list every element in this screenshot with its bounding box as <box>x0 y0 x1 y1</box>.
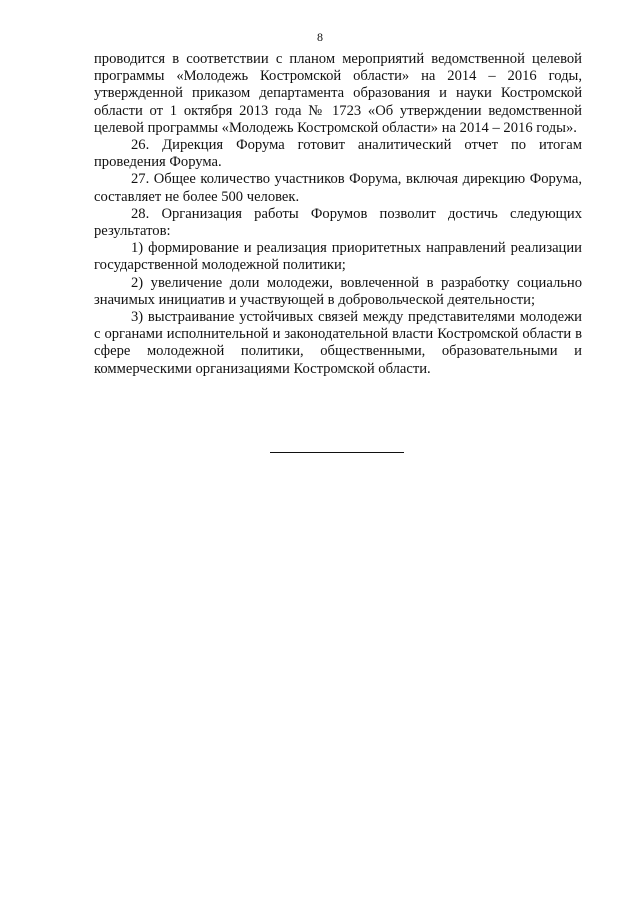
list-item-3: 3) выстраивание устойчивых связей между представителями молодежи с органами исполнительной и законодательной власти Костромской области в сфере молодежной политики, общественными, образовательными и коммерческими организациями Костромской области. <box>94 309 582 377</box>
paragraph-item-27: 27. Общее количество участников Форума, включая дирекцию Форума, составляет не более 500 человек. <box>94 171 582 205</box>
list-item-2: 2) увеличение доли молодежи, вовлеченной в разработку социально значимых инициатив и участвующей в добровольческой деятельности; <box>94 274 582 308</box>
paragraph-item-28: 28. Организация работы Форумов позволит достичь следующих результатов: <box>94 205 582 240</box>
document-body <box>94 51 582 378</box>
paragraph-item-26: 26. Дирекция Форума готовит аналитический отчет по итогам проведения Форума. <box>94 137 582 171</box>
end-divider-line <box>270 452 404 453</box>
paragraph-continuation: проводится в соответствии с планом мероприятий ведомственной целевой программы «Молодежь Костромской области» на 2014 – 2016 годы, утвержденной приказом департамента образования и науки Костромской области от 1 октября 2013 года № 1723 «Об утверждении ведомственной целевой программы «Молодежь Костромской области» на 2014 – 2016 годы». <box>94 51 582 136</box>
list-item-1: 1) формирование и реализация приоритетных направлений реализации государственной молодежной политики; <box>94 240 582 274</box>
page-number: 8 <box>317 30 323 44</box>
